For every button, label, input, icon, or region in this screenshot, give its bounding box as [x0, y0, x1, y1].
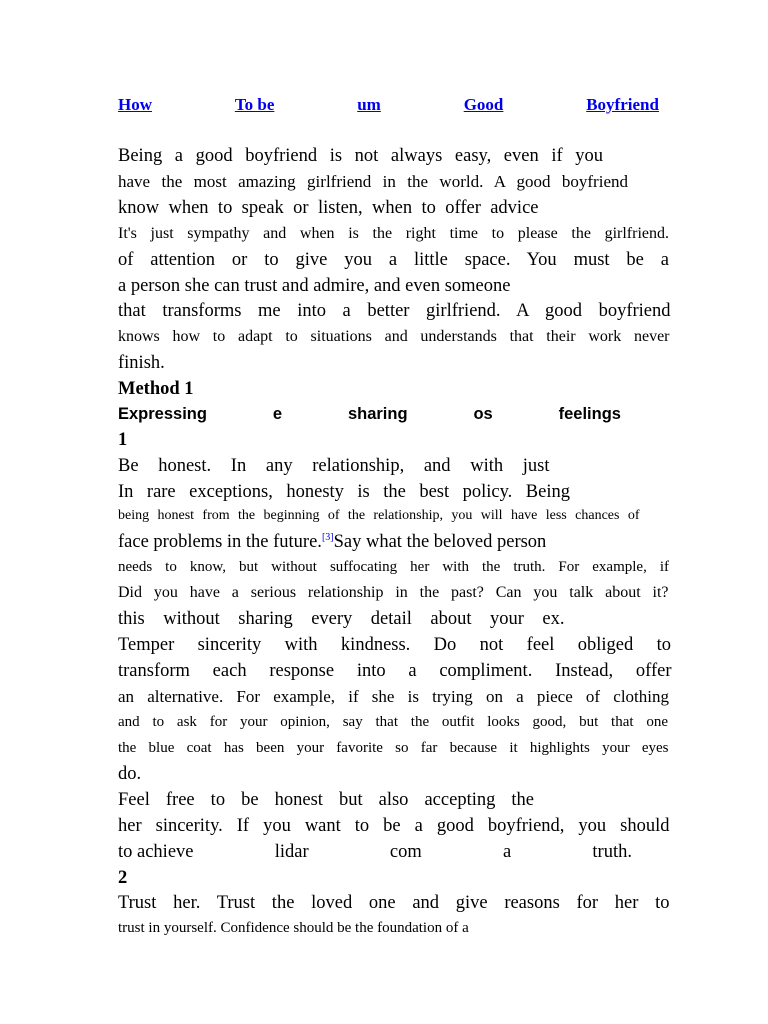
title-word[interactable]: To be	[234, 95, 275, 114]
title-word[interactable]: um	[357, 95, 381, 114]
body-line: needs to know, but without suffocating her with the truth. For example, if	[118, 559, 669, 575]
body-line: that transforms me into a better girlfriend. A good boyfriend	[118, 301, 671, 321]
document-title[interactable]	[118, 92, 659, 118]
body-line: Did you have a serious relationship in the past? Can you talk about it?	[118, 584, 669, 601]
title-word[interactable]: Good	[463, 95, 504, 114]
body-word: to achieve	[118, 842, 194, 862]
body-line: a person she can trust and admire, and even someone	[118, 276, 511, 296]
body-line: of attention or to give you a little space. You must be a	[118, 250, 669, 270]
body-line: knows how to adapt to situations and understands that their work never	[118, 328, 670, 345]
body-text: Say what the beloved person	[333, 532, 547, 552]
heading-word: os	[473, 405, 493, 423]
citation[interactable]	[322, 532, 334, 543]
body-line: this without sharing every detail about your ex.	[118, 609, 565, 629]
body-line: In rare exceptions, honesty is the best policy. Being	[118, 482, 570, 502]
method-heading: Method 1	[118, 379, 194, 399]
body-word: lidar	[274, 842, 309, 862]
body-line: It's just sympathy and when is the right time to please the girlfriend.	[118, 225, 669, 242]
body-line: trust in yourself. Confidence should be the foundation of a	[118, 920, 469, 936]
body-line: Being a good boyfriend is not always easy, even if you	[118, 146, 603, 166]
heading-word: sharing	[347, 405, 408, 423]
heading-word: e	[272, 405, 283, 423]
heading-word: feelings	[558, 405, 621, 423]
body-line: the blue coat has been your favorite so far because it highlights your eyes	[118, 740, 669, 756]
body-line: finish.	[118, 353, 165, 373]
body-line	[118, 839, 632, 865]
heading-word: Expressing	[118, 405, 207, 423]
body-line: an alternative. For example, if she is trying on a piece of clothing	[118, 687, 669, 706]
body-line: her sincerity. If you want to be a good boyfriend, you should	[118, 816, 670, 836]
body-line: and to ask for your opinion, say that the outfit looks good, but that one	[118, 714, 668, 730]
body-line: being honest from the beginning of the relationship, you will have less chances of	[118, 508, 640, 523]
citation-link[interactable]: [3]	[321, 532, 334, 543]
body-line: know when to speak or listen, when to offer advice	[118, 198, 539, 218]
body-text: face problems in the future.	[118, 532, 322, 552]
body-line: Feel free to be honest but also accepting the	[118, 790, 534, 810]
step-number: 1	[118, 430, 128, 450]
body-line: Trust her. Trust the loved one and give reasons for her to	[118, 893, 670, 913]
section-heading	[118, 401, 621, 427]
body-line	[118, 529, 648, 555]
body-word: com	[389, 842, 422, 862]
body-word: truth.	[592, 842, 632, 862]
body-line: do.	[118, 764, 142, 784]
body-line: Temper sincerity with kindness. Do not feel obliged to	[118, 635, 671, 655]
step-number: 2	[118, 868, 128, 888]
body-line: transform each response into a compliment. Instead, offer	[118, 661, 672, 681]
body-word: a	[502, 842, 512, 862]
title-word[interactable]: How	[118, 95, 152, 114]
body-line: Be honest. In any relationship, and with just	[118, 456, 550, 476]
title-word[interactable]: Boyfriend	[586, 95, 659, 114]
body-line: have the most amazing girlfriend in the world. A good boyfriend	[118, 172, 628, 191]
